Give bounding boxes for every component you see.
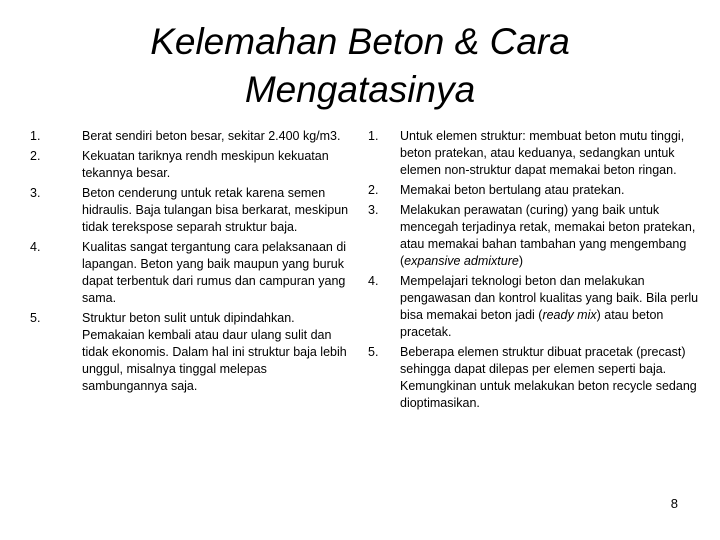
- item-text: [400, 273, 713, 341]
- item-number: 3.: [30, 186, 41, 200]
- page-number: 8: [670, 496, 678, 511]
- item-text-italic: expansive admixture: [404, 254, 519, 268]
- item-text: Beton cenderung untuk retak karena semen hidraulis. Baja tulangan bisa berkarat, meskipun tidak terekspose separah struktur baja.: [82, 186, 349, 234]
- item-number: 1.: [368, 129, 379, 143]
- item-number: 3.: [368, 203, 379, 217]
- item-number: 1.: [30, 129, 41, 143]
- list-item: [368, 273, 713, 341]
- solutions-column: [368, 128, 713, 415]
- item-number: 2.: [368, 183, 379, 197]
- item-text: Beberapa elemen struktur dibuat pracetak (precast) sehingga dapat dilepas per elemen seperti baja. Kemungkinan untuk melakukan beton recycle sedang dioptimasikan.: [400, 345, 697, 410]
- item-text: Untuk elemen struktur: membuat beton mutu tinggi, beton pratekan, atau keduanya, sedangkan untuk elemen non-struktur dapat memakai beton ringan.: [400, 129, 685, 177]
- list-item: [30, 239, 355, 307]
- list-item: [30, 310, 355, 395]
- item-text: [400, 202, 713, 270]
- item-text-part: Mempelajari teknologi beton dan melakukan pengawasan dan kontrol kualitas yang baik. Bila perlu bisa memakai beton jadi (: [400, 274, 699, 322]
- item-text: Kualitas sangat tergantung cara pelaksanaan di lapangan. Beton yang baik maupun yang buruk dapat terbentuk dari rumus dan campuran yang sama.: [82, 240, 347, 305]
- item-text-italic: ready mix: [542, 308, 597, 322]
- weaknesses-list: [30, 128, 355, 395]
- item-number: 5.: [368, 345, 379, 359]
- item-number: 5.: [30, 311, 41, 325]
- list-item: [368, 128, 713, 179]
- list-item: [368, 202, 713, 270]
- list-item: [368, 182, 713, 199]
- item-number: 4.: [368, 274, 379, 288]
- item-text: Struktur beton sulit untuk dipindahkan. Pemakaian kembali atau daur ulang sulit dan tidak ekonomis. Dalam hal ini struktur baja lebih unggul, misalnya tinggal melepas sambungannya saja.: [82, 311, 347, 393]
- weaknesses-column: [30, 128, 355, 398]
- solutions-list: [368, 128, 713, 412]
- item-number: 2.: [30, 149, 41, 163]
- list-item: [30, 128, 355, 145]
- list-item: [30, 185, 355, 236]
- item-text-part: ) atau beton pracetak.: [400, 308, 664, 339]
- item-text-part: Melakukan perawatan (curing) yang baik untuk mencegah terjadinya retak, memakai beton pratekan, atau memakai bahan tambahan yang mengembang (: [400, 203, 696, 268]
- item-text: Berat sendiri beton besar, sekitar 2.400 kg/m3.: [82, 129, 341, 143]
- title-line-1: Kelemahan Beton & Cara: [150, 21, 570, 62]
- item-text: Memakai beton bertulang atau pratekan.: [400, 183, 625, 197]
- list-item: [368, 344, 713, 412]
- title-line-2: Mengatasinya: [244, 69, 476, 110]
- item-number: 4.: [30, 240, 41, 254]
- slide-title: [60, 18, 660, 114]
- list-item: [30, 148, 355, 182]
- item-text-part: ): [518, 254, 523, 268]
- item-text: Kekuatan tariknya rendh meskipun kekuatan tekannya besar.: [82, 149, 329, 180]
